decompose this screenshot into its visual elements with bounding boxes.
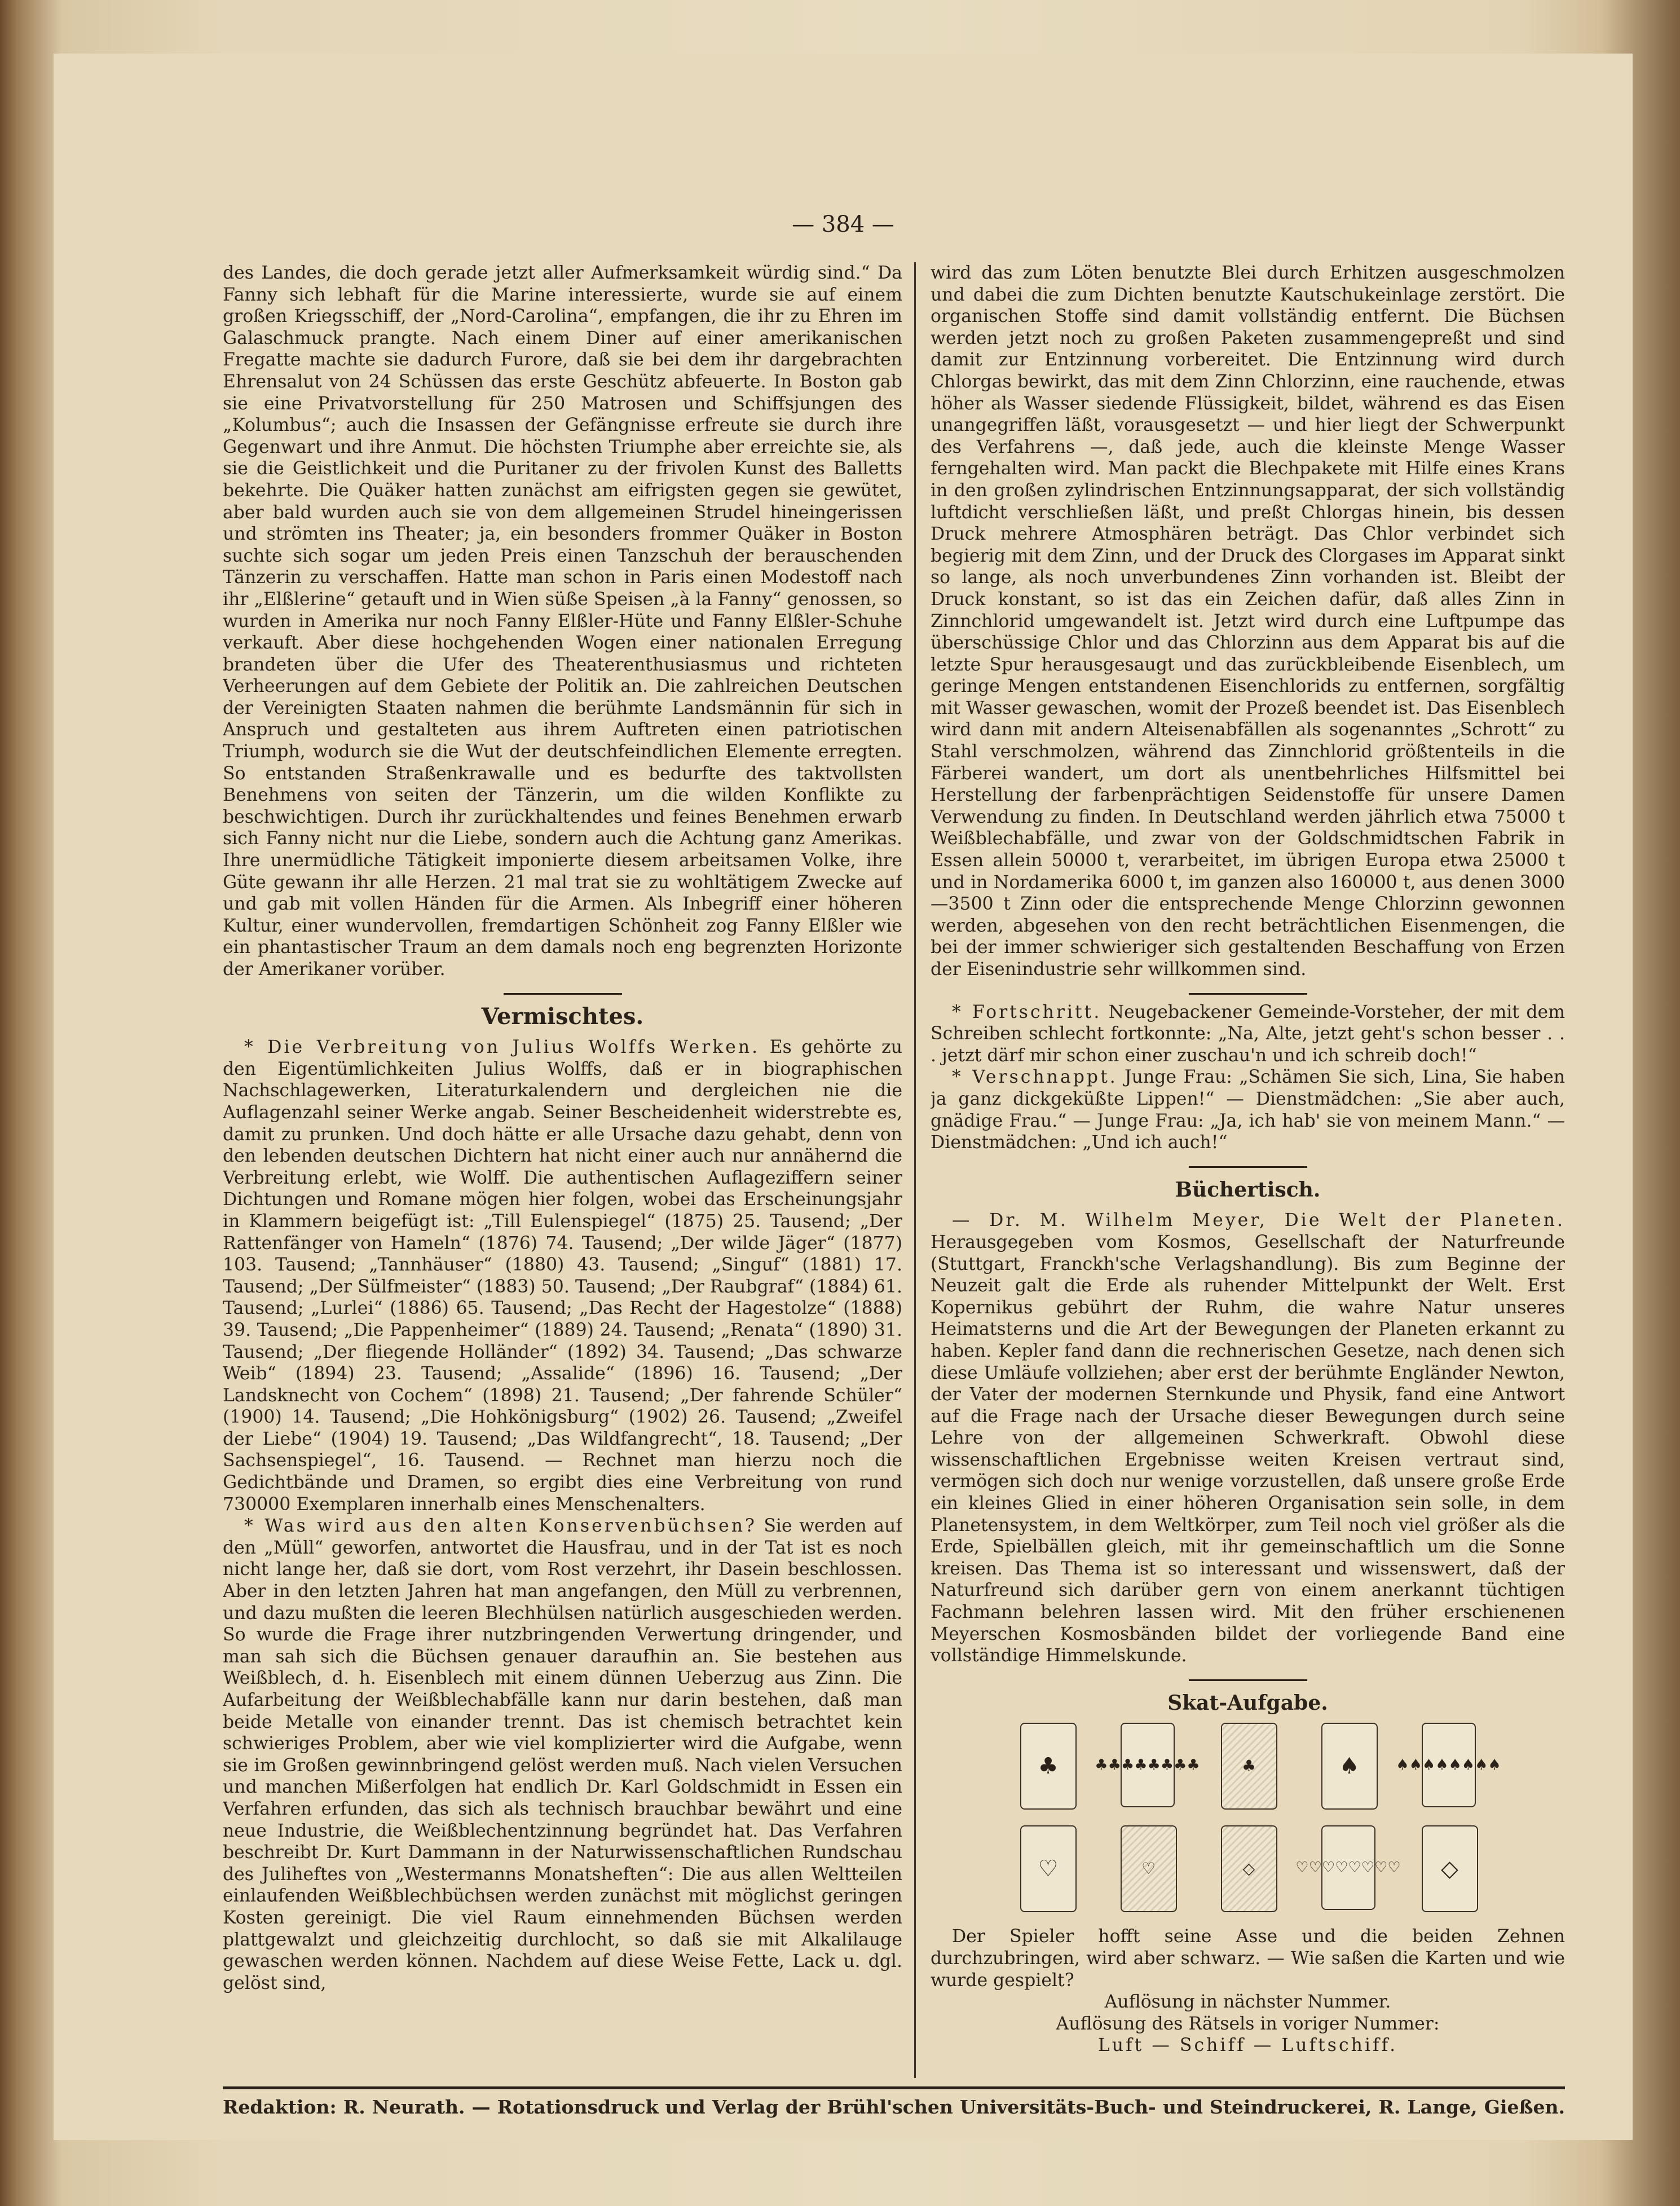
item-text: Sie werden auf den „Müll“ geworfen, antwortet die Hausfrau, und in der Tat ist es noch nicht lange her, daß sie dort, vom Rost verzehrt, ihr Dasein beschlossen. Aber in den letzten Jahren hat man angefangen, den Müll zu verbrennen, und dazu mußten die leeren Blechhülsen natürlich ausgeschieden werden. So wurde die Frage ihrer nutzbringenden Verwertung dringender, und man sah sich die Büchsen genauer daraufhin an. Sie bestehen aus Weißblech, d. h. Eisenblech mit einem dünnen Ueberzug aus Zinn. Die Aufarbeitung der Weißblechabfälle kann nur darin bestehen, daß man beide Metalle von einander trennt. Das ist chemisch betrachtet kein schwieriges Problem, aber wie viel komplizierter wird die Aufgabe, wenn sie im Großen gewinnbringend gelöst werden muß. Nach vielen Versuchen und manchen Mißerfolgen hat endlich Dr. Karl Goldschmidt in Essen ein Verfahren erfunden, das sich als technisch brauchbar bewährt und eine neue Industrie, die Weißblechentzinnung begründet hat. Das Verfahren beschreibt Dr. Kurt Dammann in der Naturwissenschaftlichen Rundschau des Juliheftes von „Westermanns Monatsheften“: Die aus allen Weltteilen einlaufenden Weißblechbüchsen werden zunächst mit möglichst geringen Kosten gereinigt. Die viel Raum einnehmenden Büchsen werden plattgewalzt und gleichzeitig durchlocht, so daß sie mit Alkalilauge gewaschen werden können. Nachdem auf diese Weise Fette, Lack u. dgl. gelöst sind, [223, 1516, 902, 1993]
joke-lead: * Verschnappt. [952, 1067, 1118, 1088]
section-title-vermischtes: Vermischtes. [481, 1003, 644, 1030]
skat-cards [931, 1723, 1565, 1912]
item-julius-wolff [223, 1036, 902, 1515]
card-hearts-face: ♡ [1121, 1825, 1177, 1912]
joke-fortschritt [931, 1001, 1565, 1067]
item-lead: * Was wird aus den alten Konservenbüchsen? [244, 1516, 757, 1537]
card-hearts-ten: ♡♡♡♡♡♡♡♡ [1321, 1825, 1375, 1910]
newspaper-page [54, 54, 1633, 2140]
book-review [931, 1210, 1565, 1666]
section-rule [1189, 993, 1307, 995]
card-diamonds-ace: ◇ [1422, 1825, 1478, 1912]
raetsel-answer: Luft — Schiff — Luftschiff. [1097, 2035, 1398, 2056]
footer-rule [223, 2086, 1565, 2089]
section-title-buechertisch: Büchertisch. [1175, 1177, 1321, 1202]
skat-text: Der Spieler hofft seine Asse und die beiden Zehnen durchzubringen, wird aber schwarz. — Wie saßen die Karten und wie wurde gespielt? [931, 1926, 1565, 1991]
card-clubs-face: ♣ [1221, 1723, 1277, 1810]
joke-text: Junge Frau: „Schämen Sie sich, Lina, Sie haben ja ganz dickgeküßte Lippen!“ — Dienstmädchen: „Sie aber auch, gnädige Frau.“ — Junge Frau: „Ja, ich hab' sie von meinem Mann.“ — Dienstmädchen: „Und ich auch!“ [931, 1067, 1565, 1153]
item-text: Es gehörte zu den Eigentümlichkeiten Julius Wolffs, daß er in biographischen Nachschlagewerken, Literaturkalendern und dergleichen nie die Auflagenzahl seiner Werke angab. Seiner Bescheidenheit widerstrebte es, damit zu prunken. Und doch hätte er alle Ursache dazu gehabt, denn von den lebenden deutschen Dichtern hat nicht einer auch nur annähernd die Verbreitung erlebt, wie Wolff. Die authentischen Auflageziffern seiner Dichtungen und Romane mögen hier folgen, wobei das Erscheinungsjahr in Klammern beigefügt ist: „Till Eulenspiegel“ (1875) 25. Tausend; „Der Rattenfänger von Hameln“ (1876) 74. Tausend; „Der wilde Jäger“ (1877) 103. Tausend; „Tannhäuser“ (1880) 43. Tausend; „Singuf“ (1881) 17. Tausend; „Der Sülfmeister“ (1883) 50. Tausend; „Der Raubgraf“ (1884) 61. Tausend; „Lurlei“ (1886) 65. Tausend; „Das Recht der Hagestolze“ (1888) 39. Tausend; „Die Pappenheimer“ (1889) 24. Tausend; „Renata“ (1890) 31. Tausend; „Der fliegende Holländer“ (1892) 34. Tausend; „Das schwarze Weib“ (1894) 23. Tausend; „Assalide“ (1896) 16. Tausend; „Der Landsknecht von Cochem“ (1898) 21. Tausend; „Der fahrende Schüler“ (1900) 14. Tausend; „Die Hohkönigsburg“ (1902) 26. Tausend; „Zweifel der Liebe“ (1904) 19. Tausend; „Das Wildfangrecht“, 18. Tausend; „Der Sachsenspiegel“, 16. Tausend. — Rechnet man hierzu noch die Gedichtbände und Dramen, so ergibt dies eine Verbreitung von rund 730000 Exemplaren innerhalb eines Menschenalters. [223, 1037, 902, 1515]
left-column [223, 262, 902, 2078]
book-lead: — Dr. M. Wilhelm Meyer, Die Welt der Planeten. [952, 1210, 1565, 1231]
article-continuation: wird das zum Löten benutzte Blei durch Erhitzen ausgeschmolzen und dabei die zum Dichten benutzte Kautschukeinlage zerstört. Die organischen Stoffe sind damit vollständig entfernt. Die Büchsen werden jetzt noch zu großen Paketen zusammengepreßt und sind damit zur Entzinnung vorbereitet. Die Entzinnung wird durch Chlorgas bewirkt, das mit dem Zinn Chlorzinn, eine rauchende, etwas höher als Wasser siedende Flüssigkeit, bildet, während es das Eisen unangegriffen läßt, vorausgesetzt — und hier liegt der Schwerpunkt des Verfahrens —, daß jede, auch die kleinste Menge Wasser ferngehalten wird. Man packt die Blechpakete mit Hilfe eines Krans in den großen zylindrischen Entzinnungsapparat, der sich vollständig luftdicht verschließen läßt, und preßt Chlorgas hinein, bis dessen Druck mehrere Atmosphären beträgt. Das Chlor verbindet sich begierig mit dem Zinn, und der Druck des Clorgases im Apparat sinkt so lange, als noch unverbundenes Zinn vorhanden ist. Bleibt der Druck konstant, so ist das ein Zeichen dafür, daß alles Zinn in Zinnchlorid umgewandelt ist. Jetzt wird durch eine Luftpumpe das überschüssige Chlor und das Chlorzinn aus dem Apparat bis auf die letzte Spur herausgesaugt und das zurückbleibende Eisenblech, um geringe Mengen entstandenen Eisenchlorids zu entfernen, sorgfältig mit Wasser gewaschen, womit der Prozeß beendet ist. Das Eisenblech wird dann mit andern Alteisenabfällen als sogenanntes „Schrott“ zu Stahl verschmolzen, während das Zinnchlorid größtenteils in die Färberei wandert, um dort als unentbehrliches Hilfsmittel bei Herstellung der farbenprächtigen Seidenstoffe für unsere Damen Verwendung zu finden. In Deutschland werden jährlich etwa 75000 t Weißblechabfälle, und zwar von der Goldschmidtschen Fabrik in Essen allein 50000 t, verarbeitet, im übrigen Europa etwa 25000 t und in Nordamerika 6000 t, im ganzen also 160000 t, aus denen 3000—3500 t Zinn oder die entsprechende Menge Chlorzinn gewonnen werden, abgesehen von den recht beträchtlichen Eisenmengen, die bei der immer schwieriger sich gestaltenden Beschaffung von Erzen der Eisenindustrie sehr willkommen sind. [931, 263, 1565, 980]
card-clubs-ace: ♣ [1020, 1723, 1077, 1810]
skat-solution: Auflösung in nächster Nummer. [1104, 1992, 1391, 2013]
section-rule [1189, 1679, 1307, 1681]
card-diamonds-face: ◇ [1221, 1825, 1277, 1912]
section-rule [1189, 1166, 1307, 1168]
joke-text: Neugebackener Gemeinde-Vorsteher, der mit dem Schreiben schlecht fortkonnte: „Na, Alte, jetzt geht's schon besser . . . jetzt därf mir schon einer zuschau'n und ich schreib doch!“ [931, 1001, 1565, 1066]
item-konservenbuechsen [223, 1515, 902, 1994]
section-rule [504, 993, 622, 995]
card-clubs-ten: ♣♣♣♣♣♣♣♣ [1121, 1723, 1175, 1807]
item-lead: * Die Verbreitung von Julius Wolffs Werken. [244, 1037, 760, 1058]
joke-lead: * Fortschritt. [952, 1001, 1102, 1022]
right-column [931, 262, 1565, 2078]
raetsel-heading: Auflösung des Rätsels in voriger Nummer: [1056, 2013, 1440, 2034]
column-divider [914, 262, 916, 2078]
section-title-skat: Skat-Aufgabe. [1167, 1691, 1328, 1715]
book-text: Herausgegeben vom Kosmos, Gesellschaft der Naturfreunde (Stuttgart, Franckh'sche Verlagshandlung). Bis zum Beginne der Neuzeit galt die Erde als ruhender Mittelpunkt der Welt. Erst Kopernikus gebührt der Ruhm, die wahre Natur unseres Heimatsterns und die Art der Bewegungen der Planeten erkannt zu haben. Kepler fand dann die rechnerischen Gesetze, nach denen sich diese Umläufe vollziehen; aber erst der berühmte Engländer Newton, der Vater der modernen Sternkunde und Physik, fand eine Antwort auf die Frage nach der Ursache dieser Bewegungen durch seine Lehre von der allgemeinen Schwerkraft. Obwohl diese wissenschaftlichen Ergebnisse weiten Kreisen vertraut sind, vermögen sich doch nur wenige vorzustellen, daß unsere große Erde ein kleines Glied in einer höheren Organisation sein solle, in dem Planetensystem, in dem Weltkörper, zum Teil noch viel größer als die Erde, Spielbällen gleich, mit ihr gemeinschaftlich um die Sonne kreisen. Das Thema ist so interessant und wissenswert, daß der Naturfreund sich darüber gern von einem anerkannt tüchtigen Fachmann belehren lassen wird. Mit den früher erschienenen Meyerschen Kosmosbänden bildet der vorliegende Band eine vollständige Himmelskunde. [931, 1232, 1565, 1666]
card-hearts-ace: ♡ [1020, 1825, 1077, 1912]
card-spades-ace: ♠ [1321, 1723, 1378, 1810]
card-spades-ten: ♠♠♠♠♠♠♠♠ [1422, 1723, 1476, 1807]
imprint-footer: Redaktion: R. Neurath. — Rotationsdruck und Verlag der Brühl'schen Universitäts-Buch- und Steindruckerei, R. Lange, Gießen. [223, 2096, 1565, 2118]
article-continuation: des Landes, die doch gerade jetzt aller Aufmerksamkeit würdig sind.“ Da Fanny sich lebhaft für die Marine interessierte, wurde sie auf einem großen Kriegsschiff, der „Nord-Carolina“, empfangen, die ihr zu Ehren im Galaschmuck prangte. Nach einem Diner auf einer amerikanischen Fregatte machte sie dadurch Furore, daß sie bei dem ihr dargebrachten Ehrensalut von 24 Schüssen das erste Geschütz abfeuerte. In Boston gab sie eine Privatvorstellung für 250 Matrosen und Schiffsjungen des „Kolumbus“; auch die Insassen der Gefängnisse erfreute sie durch ihre Gegenwart und ihre Anmut. Die höchsten Triumphe aber erreichte sie, als sie die Geistlichkeit und die Puritaner zu der frivolen Kunst des Balletts bekehrte. Die Quäker hatten zunächst am eifrigsten gegen sie gewütet, aber bald wurden auch sie von dem allgemeinen Strudel hineingerissen und strömten ins Theater; ja, ein besonders frommer Quäker in Boston suchte sich sogar um jeden Preis einen Tanzschuh der berauschenden Tänzerin zu verschaffen. Hatte man schon in Paris einen Modestoff nach ihr „Elßlerine“ getauft und in Wien süße Speisen „à la Fanny“ genossen, so wurden in Amerika nur noch Fanny Elßler-Hüte und Fanny Elßler-Schuhe verkauft. Aber diese hochgehenden Wogen einer nationalen Erregung brandeten über die Ufer des Theaterenthusiasmus und richteten Verheerungen auf dem Gebiete der Politik an. Die zahlreichen Deutschen der Vereinigten Staaten nahmen die berühmte Landsmännin für sich in Anspruch und gestalteten aus ihrem Auftreten einen patriotischen Triumph, wodurch sie die Wut der deutschfeindlichen Elemente erregten. So entstanden Straßenkrawalle und es bedurfte des taktvollsten Benehmens von seiten der Tänzerin, um die wilden Konflikte zu beschwichtigen. Durch ihr zurückhaltendes und feines Benehmen erwarb sich Fanny nicht nur die Liebe, sondern auch die Achtung ganz Amerikas. Ihre unermüdliche Tätigkeit imponierte diesem arbeitsamen Volke, ihre Güte gewann ihr alle Herzen. 21 mal trat sie zu wohltätigem Zwecke auf und gab mit vollen Händen für die Armen. Als Inbegriff einer höheren Kultur, einer wundervollen, fremdartigen Schönheit zog Fanny Elßler wie ein phantastischer Traum an dem damals noch eng begrenzten Horizonte der Amerikaner vorüber. [223, 263, 902, 980]
joke-verschnappt [931, 1066, 1565, 1153]
page-number: — 384 — [792, 211, 894, 237]
